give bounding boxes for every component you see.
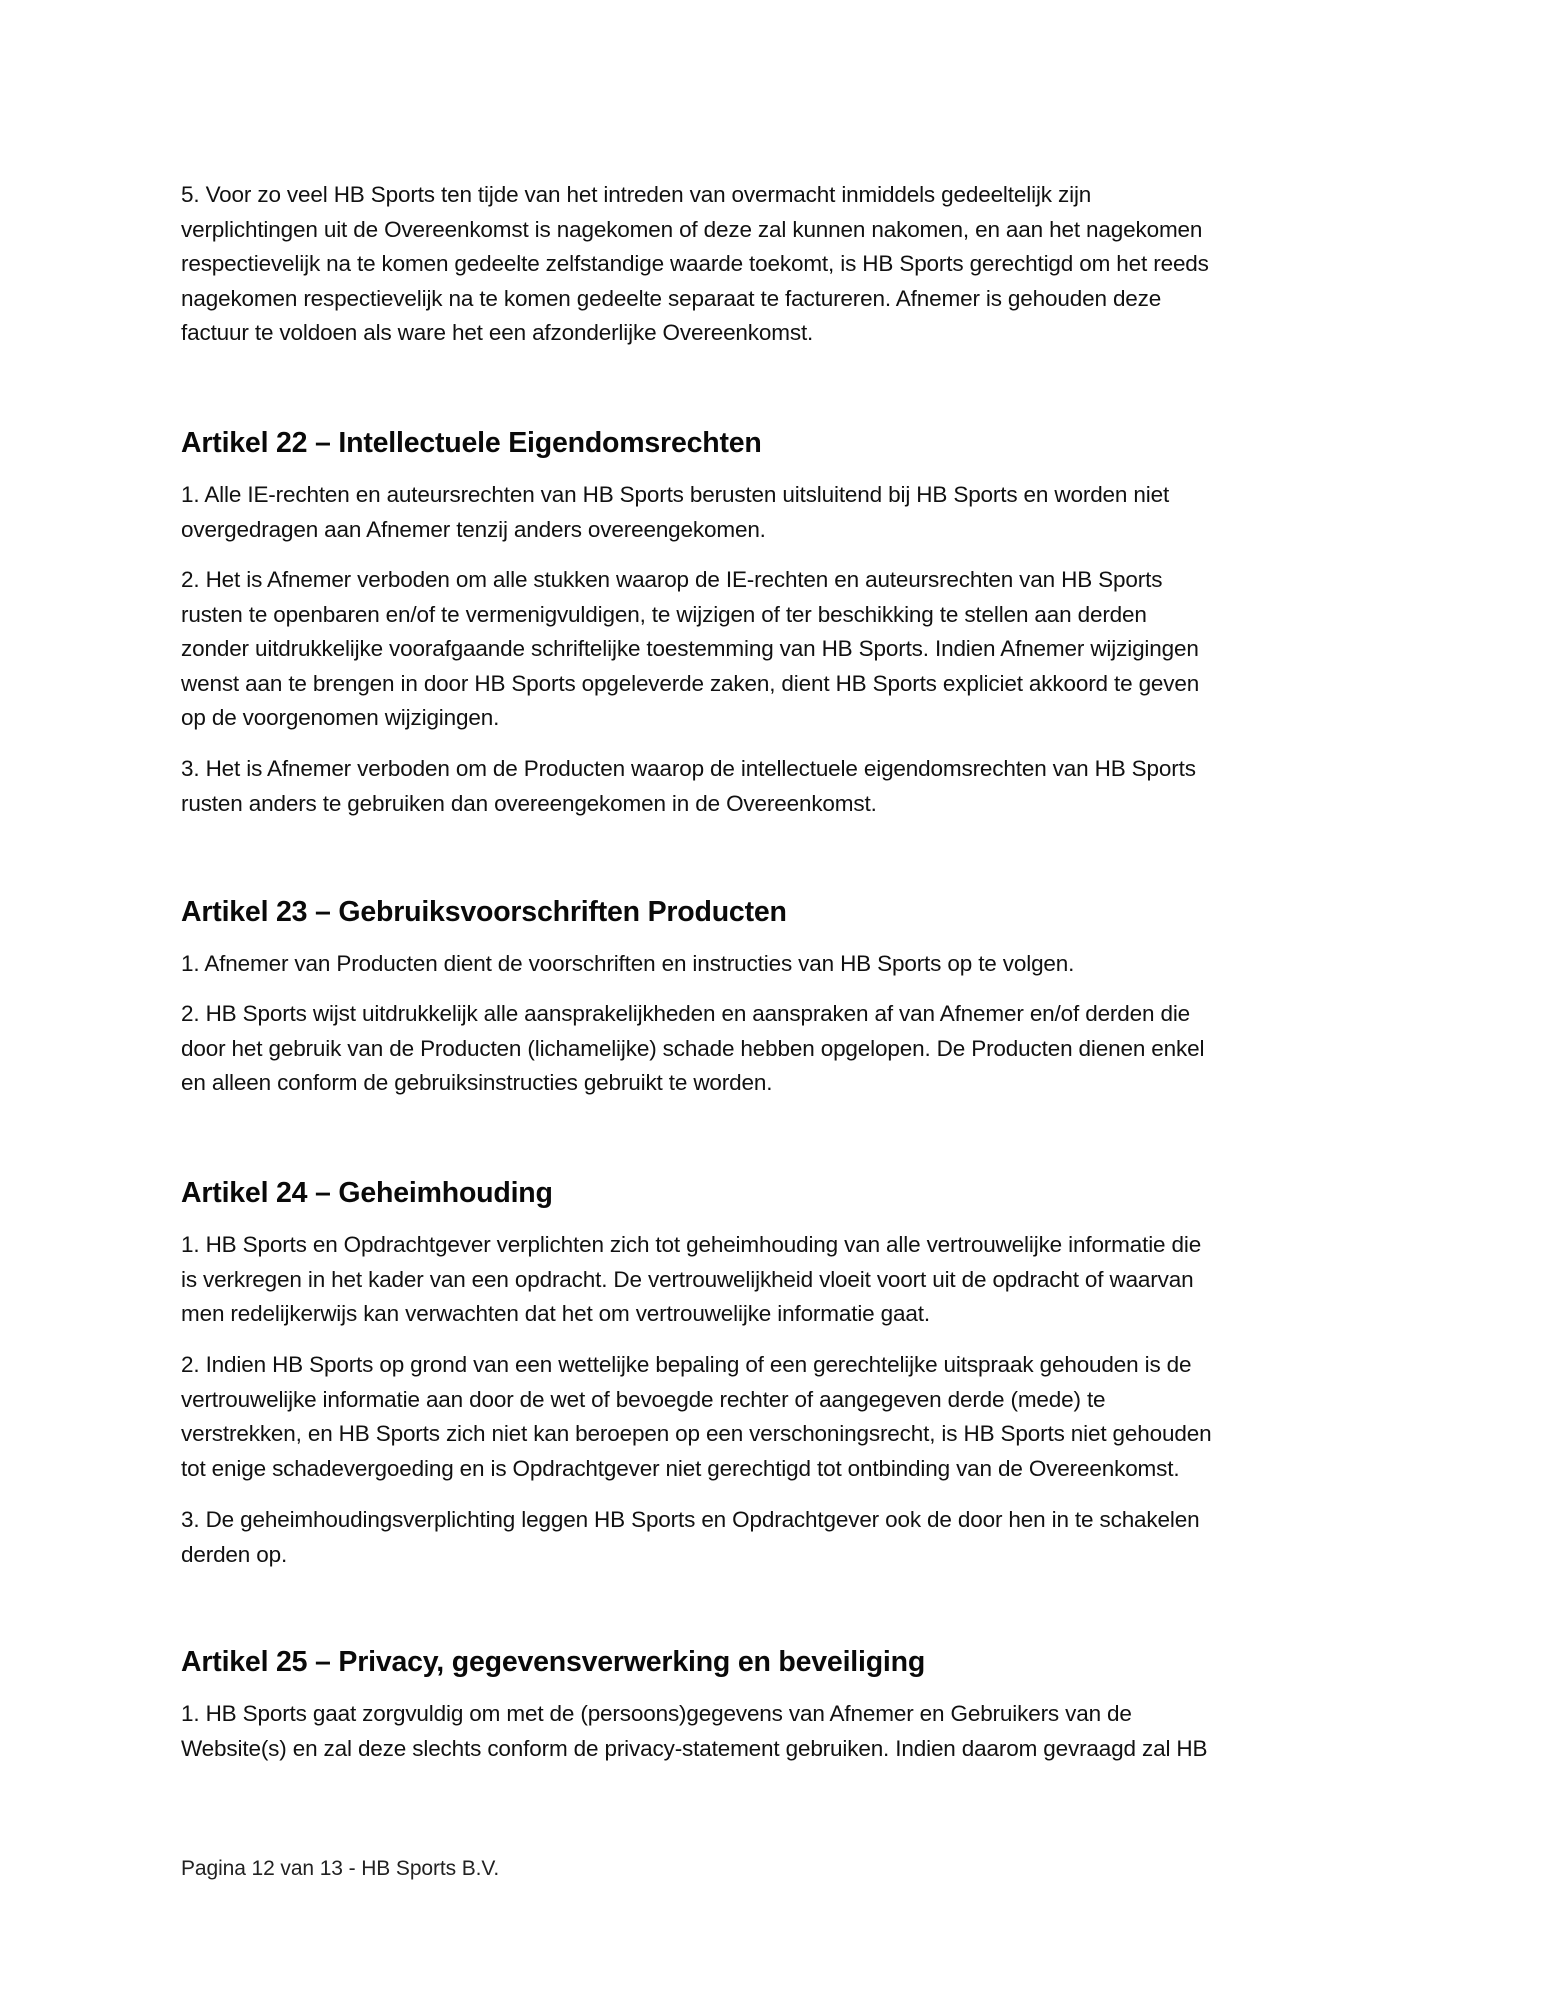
article-22-paragraph-3 xyxy=(181,752,1381,821)
article-24-paragraph-2 xyxy=(181,1348,1381,1486)
text-line: 1. Alle IE-rechten en auteursrechten van HB Sports berusten uitsluitend bij HB Sports en worden niet xyxy=(181,482,1170,507)
text-line: vertrouwelijke informatie aan door de wet of bevoegde rechter of aangegeven derde (mede) te xyxy=(181,1386,1106,1412)
text-line: 3. De geheimhoudingsverplichting leggen HB Sports en Opdrachtgever ook de door hen in te schakelen xyxy=(181,1507,1200,1532)
text-line: zonder uitdrukkelijke voorafgaande schriftelijke toestemming van HB Sports. Indien Afnemer wijzigingen xyxy=(181,636,1199,662)
text-line: 1. HB Sports gaat zorgvuldig om met de (persoons)gegevens van Afnemer en Gebruikers van de xyxy=(181,1701,1132,1726)
text-line: nagekomen respectievelijk na te komen gedeelte separaat te factureren. Afnemer is gehouden deze xyxy=(181,285,1162,311)
paragraph xyxy=(181,1503,1381,1572)
article-22-paragraph-2 xyxy=(181,563,1381,736)
article-25-paragraph-1 xyxy=(181,1697,1381,1766)
intro-paragraph xyxy=(181,178,1381,351)
text-line: wenst aan te brengen in door HB Sports opgeleverde zaken, dient HB Sports expliciet akkoord te geven xyxy=(181,670,1200,696)
text-line: 1. HB Sports en Opdrachtgever verplichten zich tot geheimhouding van alle vertrouwelijke informatie die xyxy=(181,1232,1202,1257)
article-heading-23: Artikel 23 – Gebruiksvoorschriften Producten xyxy=(181,896,787,928)
text-line: respectievelijk na te komen gedeelte zelfstandige waarde toekomt, is HB Sports gerechtigd om het reeds xyxy=(181,251,1209,277)
paragraph xyxy=(181,478,1381,547)
article-23-paragraph-1 xyxy=(181,947,1381,982)
paragraph xyxy=(181,1228,1381,1332)
page-footer: Pagina 12 van 13 - HB Sports B.V. xyxy=(181,1857,500,1880)
text-line: factuur te voldoen als ware het een afzonderlijke Overeenkomst. xyxy=(181,320,814,346)
paragraph xyxy=(181,178,1381,351)
text-line: door het gebruik van de Producten (lichamelijke) schade hebben opgelopen. De Producten dienen enkel xyxy=(181,1035,1205,1061)
paragraph xyxy=(181,1348,1381,1486)
text-line: is verkregen in het kader van een opdracht. De vertrouwelijkheid vloeit voort uit de opdracht of waarvan xyxy=(181,1266,1194,1292)
article-24-paragraph-3 xyxy=(181,1503,1381,1572)
text-line: overgedragen aan Afnemer tenzij anders overeengekomen. xyxy=(181,516,766,542)
article-heading-25: Artikel 25 – Privacy, gegevensverwerking en beveiliging xyxy=(181,1646,926,1678)
text-line: 2. Het is Afnemer verboden om alle stukken waarop de IE-rechten en auteursrechten van HB Sports xyxy=(181,567,1163,592)
article-22-paragraph-1 xyxy=(181,478,1381,547)
paragraph xyxy=(181,752,1381,821)
text-line: op de voorgenomen wijzigingen. xyxy=(181,705,500,731)
article-heading-24: Artikel 24 – Geheimhouding xyxy=(181,1177,553,1209)
text-line: Website(s) en zal deze slechts conform de privacy-statement gebruiken. Indien daarom gevraagd zal HB xyxy=(181,1735,1208,1761)
text-line: men redelijkerwijs kan verwachten dat het om vertrouwelijke informatie gaat. xyxy=(181,1301,930,1327)
text-line: verplichtingen uit de Overeenkomst is nagekomen of deze zal kunnen nakomen, en aan het nagekomen xyxy=(181,216,1203,242)
text-line: rusten anders te gebruiken dan overeengekomen in de Overeenkomst. xyxy=(181,790,877,816)
text-line: verstrekken, en HB Sports zich niet kan beroepen op een verschoningsrecht, is HB Sports niet gehouden xyxy=(181,1421,1212,1447)
text-line: 3. Het is Afnemer verboden om de Producten waarop de intellectuele eigendomsrechten van HB Sports xyxy=(181,756,1196,781)
paragraph xyxy=(181,997,1381,1101)
text-line: en alleen conform de gebruiksinstructies gebruikt te worden. xyxy=(181,1070,773,1096)
article-heading-22: Artikel 22 – Intellectuele Eigendomsrechten xyxy=(181,427,762,459)
paragraph xyxy=(181,1697,1381,1766)
text-line: 1. Afnemer van Producten dient de voorschriften en instructies van HB Sports op te volgen. xyxy=(181,951,1075,976)
article-23-paragraph-2 xyxy=(181,997,1381,1101)
paragraph xyxy=(181,563,1381,736)
text-line: 2. Indien HB Sports op grond van een wettelijke bepaling of een gerechtelijke uitspraak gehouden is de xyxy=(181,1352,1192,1377)
text-line: 5. Voor zo veel HB Sports ten tijde van het intreden van overmacht inmiddels gedeeltelijk zijn xyxy=(181,182,1092,207)
text-line: rusten te openbaren en/of te vermenigvuldigen, te wijzigen of ter beschikking te stellen aan derden xyxy=(181,601,1147,627)
paragraph xyxy=(181,947,1381,982)
text-line: 2. HB Sports wijst uitdrukkelijk alle aansprakelijkheden en aanspraken af van Afnemer en/of derden die xyxy=(181,1001,1191,1026)
text-line: tot enige schadevergoeding en is Opdrachtgever niet gerechtigd tot ontbinding van de Overeenkomst. xyxy=(181,1455,1180,1481)
text-line: derden op. xyxy=(181,1541,288,1567)
article-24-paragraph-1 xyxy=(181,1228,1381,1332)
